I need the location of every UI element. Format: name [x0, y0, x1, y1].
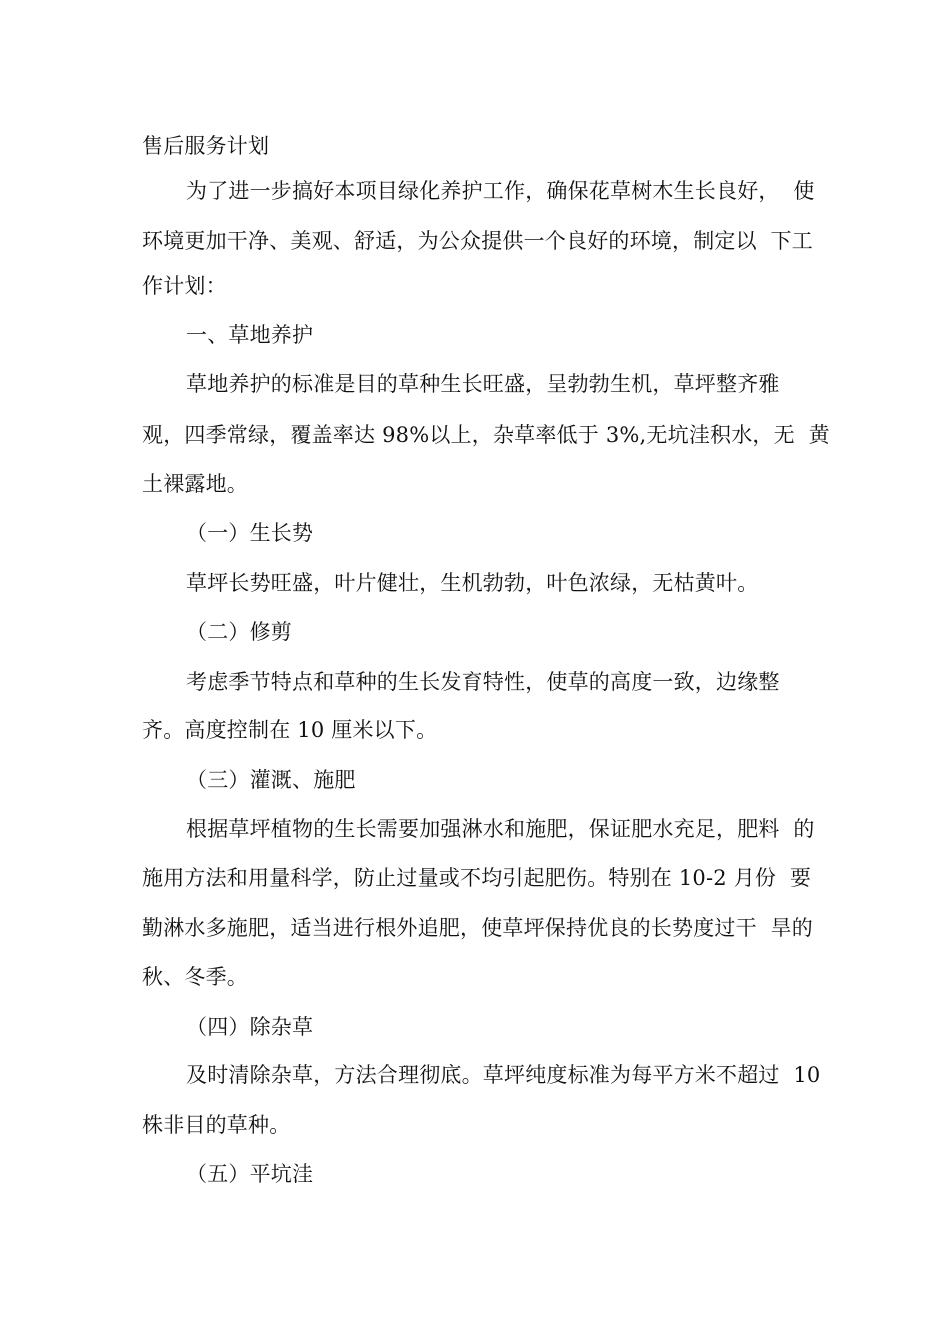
subsection-heading: （五）平坑洼 — [186, 1162, 314, 1186]
paragraph-line: 秋、冬季。 — [142, 965, 248, 989]
paragraph-line: 根据草坪植物的生长需要加强淋水和施肥，保证肥水充足，肥料 的 — [186, 817, 815, 841]
paragraph-line: 观，四季常绿，覆盖率达 98%以上，杂草率低于 3%,无坑洼积水，无 黄 — [142, 423, 830, 447]
subsection-heading: （二）修剪 — [186, 620, 292, 644]
subsection-heading: （三）灌溉、施肥 — [186, 768, 356, 792]
subsection-heading: （四）除杂草 — [186, 1015, 314, 1039]
intro-line: 作计划： — [142, 274, 227, 298]
paragraph-line: 草地养护的标准是目的草种生长旺盛，呈勃勃生机，草坪整齐雅 — [186, 372, 780, 396]
intro-line: 环境更加干净、美观、舒适，为公众提供一个良好的环境，制定以 下工 — [142, 229, 813, 253]
paragraph-line: 齐。高度控制在 10 厘米以下。 — [142, 718, 438, 742]
paragraph-line: 株非目的草种。 — [142, 1113, 291, 1137]
paragraph-line: 及时清除杂草，方法合理彻底。草坪纯度标准为每平方米不超过 10 — [186, 1063, 821, 1087]
paragraph-line: 勤淋水多施肥，适当进行根外追肥，使草坪保持优良的长势度过干 旱的 — [142, 916, 813, 940]
intro-line: 为了进一步搞好本项目绿化养护工作，确保花草树木生长良好， 使 — [186, 179, 815, 203]
paragraph-line: 施用方法和用量科学，防止过量或不均引起肥伤。特别在 10-2 月份 要 — [142, 866, 812, 890]
subsection-heading: （一）生长势 — [186, 521, 314, 545]
section-heading: 一、草地养护 — [186, 323, 314, 347]
paragraph-line: 考虑季节特点和草种的生长发育特性，使草的高度一致，边缘整 — [186, 670, 780, 694]
document-title: 售后服务计划 — [142, 134, 270, 158]
paragraph-line: 土裸露地。 — [142, 472, 248, 496]
paragraph-line: 草坪长势旺盛，叶片健壮，生机勃勃，叶色浓绿，无枯黄叶。 — [186, 571, 759, 595]
